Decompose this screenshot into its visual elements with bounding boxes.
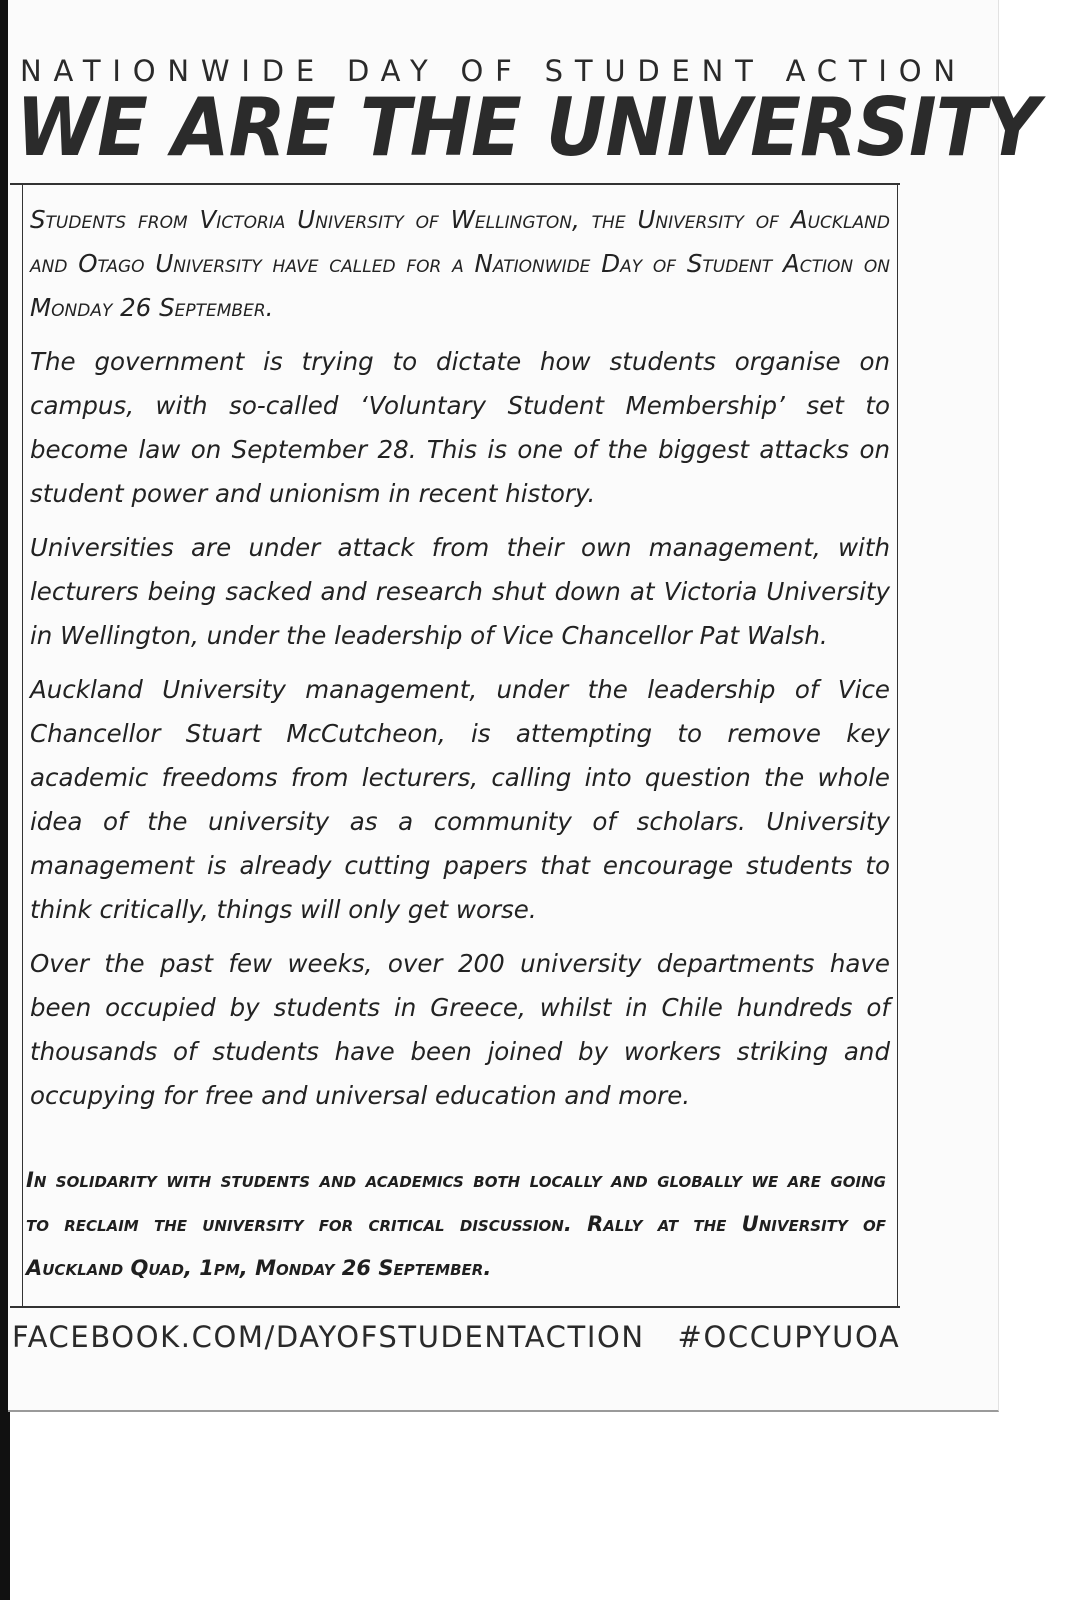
paragraph-international: Over the past few weeks, over 200 university departments have been occupied by students in Greece, whilst in Chile hundreds of thousands of students have been joined by workers striking and occupying for free and universal education and more. [30,949,890,1110]
paragraph-government: The government is trying to dictate how students organise on campus, with so-called ‘Voluntary Student Membership’ set to become law on September 28. This is one of the biggest attacks on student power and unionism in recent history. [30,347,890,508]
paragraph-auckland: Auckland University management, under the leadership of Vice Chancellor Stuart McCutcheon, is attempting to remove key academic freedoms from lecturers, calling into question the whole idea of the university as a community of scholars. University management is already cutting papers that encourage students to think critically, things will only get worse. [30,675,890,924]
closing-call-to-action: In solidarity with students and academics both locally and globally we are going to reclaim the university for critical discussion. Rally at the University of Auckland Quad, 1pm, Monday 26 September. [26,1168,886,1280]
body-text [30,198,890,1128]
headline: WE ARE THE UNIVERSITY [16,81,1039,174]
paragraph-victoria: Universities are under attack from their own management, with lecturers being sacked and research shut down at Victoria University in Wellington, under the leadership of Vice Chancellor Pat Walsh. [30,533,890,650]
paragraph-intro: Students from Victoria University of Wellington, the University of Auckland and Otago University have called for a Nationwide Day of Student Action on Monday 26 September. [30,205,890,322]
footer-hashtag: #OCCUPYUOA [677,1320,901,1354]
footer-website: FACEBOOK.COM/DAYOFSTUDENTACTION [12,1320,645,1354]
bottom-rule [10,1306,900,1308]
kicker-line: NATIONWIDE DAY OF STUDENT ACTION [20,54,967,88]
footer [12,1320,912,1354]
blank-margin [10,1412,1089,1600]
